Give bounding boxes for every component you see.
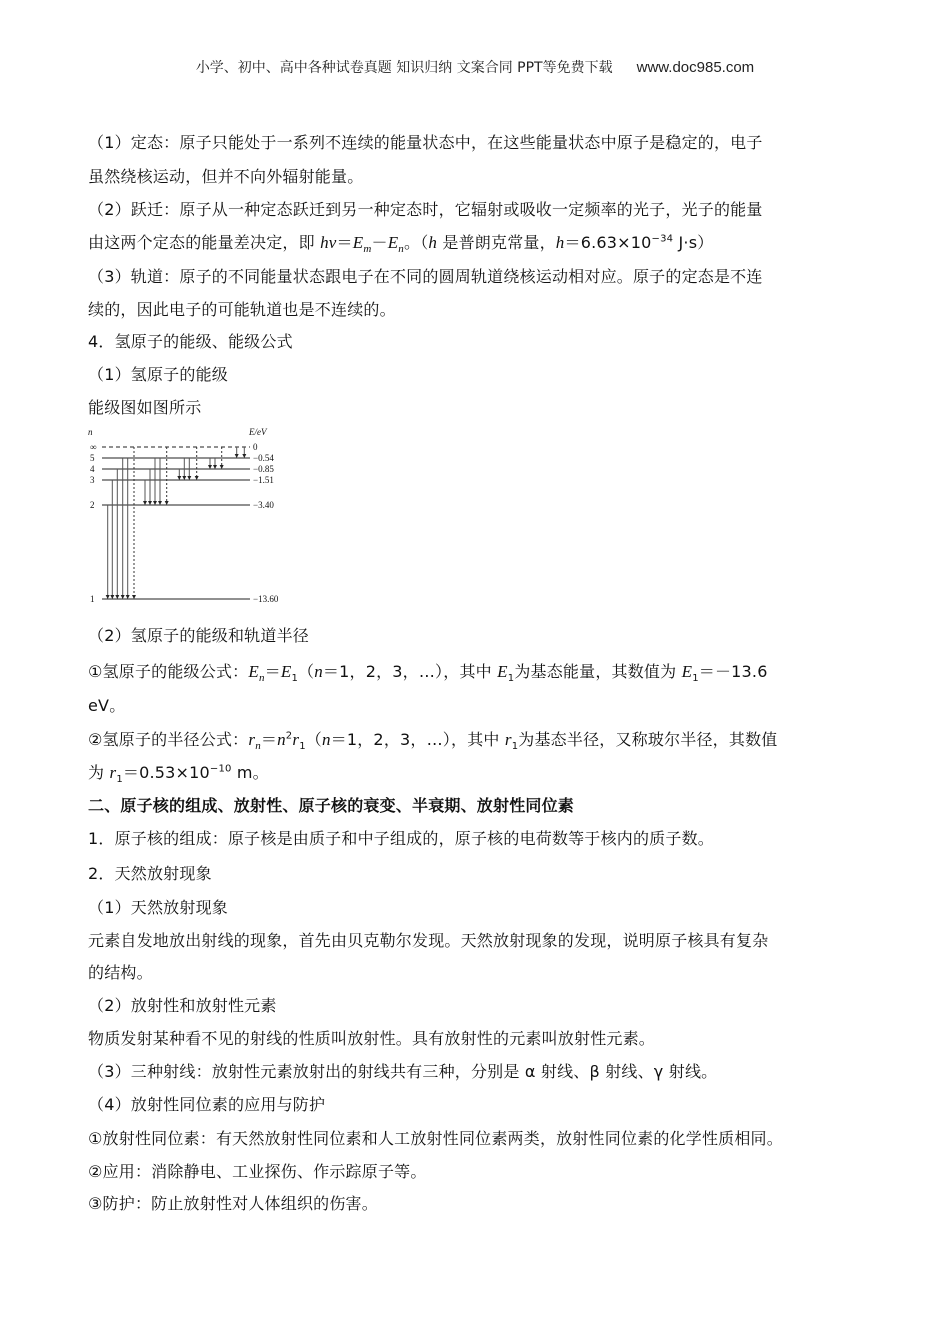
paragraph: 元素自发地放出射线的现象，首先由贝克勒尔发现。天然放射现象的发现，说明原子核具有复杂 (88, 931, 769, 950)
text: 由这两个定态的能量差决定，即 (88, 233, 321, 252)
arrow-head-icon (242, 454, 246, 458)
level-n-label: 5 (90, 453, 95, 463)
level-energy-label: −3.40 (253, 500, 274, 510)
paragraph: 物质发射某种看不见的射线的性质叫放射性。具有放射性的元素叫放射性元素。 (88, 1029, 656, 1048)
text: 。（ (404, 233, 429, 252)
header-url[interactable]: www.doc985.com (636, 59, 755, 76)
text: 1 (299, 741, 306, 753)
level-energy-label: −13.60 (253, 594, 279, 604)
e-axis-label: E/eV (249, 427, 267, 437)
text: r (248, 730, 256, 749)
paragraph-formula (88, 730, 868, 753)
text: 是普朗克常量， (437, 233, 556, 252)
paragraph-formula (88, 763, 868, 786)
paragraph: （2）氢原子的能级和轨道半径 (88, 626, 309, 645)
text: － (371, 233, 388, 252)
arrow-head-icon (132, 595, 136, 599)
text: （ (298, 662, 315, 681)
arrow-head-icon (220, 465, 224, 469)
text: 2 (285, 730, 293, 742)
arrow-head-icon (195, 476, 199, 480)
section-heading: 二、原子核的组成、放射性、原子核的衰变、半衰期、放射性同位素 (88, 796, 575, 815)
arrow-head-icon (148, 501, 152, 505)
level-n-label: ∞ (90, 442, 97, 452)
text: r (109, 763, 117, 782)
paragraph: 1．原子核的组成：原子核是由质子和中子组成的，原子核的电荷数等于核内的质子数。 (88, 829, 714, 848)
paragraph: 续的，因此电子的可能轨道也是不连续的。 (88, 300, 396, 319)
level-energy-label: −1.51 (253, 475, 274, 485)
text: −10 (209, 763, 232, 775)
paragraph: （1）天然放射现象 (88, 898, 228, 917)
level-n-label: 2 (90, 500, 95, 510)
paragraph: eV。 (88, 696, 126, 715)
text: ＝1，2，3，…），其中 (330, 730, 505, 749)
text: h (428, 233, 438, 252)
text: h (555, 233, 565, 252)
paragraph-formula (88, 233, 868, 256)
level-n-label: 1 (90, 594, 95, 604)
arrow-head-icon (153, 501, 157, 505)
arrow-head-icon (115, 595, 119, 599)
paragraph: 的结构。 (88, 963, 153, 982)
arrow-head-icon (165, 501, 169, 505)
text: E (280, 662, 292, 681)
text: n (321, 730, 331, 749)
text: 为基态半径，又称玻尔半径，其数值 (518, 730, 778, 749)
text: n (255, 740, 261, 753)
text: 1 (692, 673, 699, 685)
paragraph: ②应用：消除静电、工业探伤、作示踪原子等。 (88, 1162, 427, 1181)
text: m (363, 243, 372, 256)
arrow-head-icon (126, 595, 130, 599)
text: ＝0.53×10 (122, 763, 210, 782)
text: E (681, 662, 693, 681)
text: −34 (651, 233, 674, 245)
text: n (314, 662, 323, 681)
header-text: 小学、初中、高中各种试卷真题 知识归纳 文案合同 PPT等免费下载 (195, 60, 613, 76)
text: n (277, 730, 286, 749)
text: 1 (511, 741, 519, 753)
arrow-head-icon (158, 501, 162, 505)
level-energy-label: −0.85 (253, 464, 274, 474)
paragraph: （4）放射性同位素的应用与防护 (88, 1095, 326, 1114)
text: n (398, 243, 404, 256)
arrow-head-icon (187, 476, 191, 480)
paragraph: ①放射性同位素：有天然放射性同位素和人工放射性同位素两类，放射性同位素的化学性质相同。 (88, 1129, 783, 1148)
text: ＝ (336, 233, 353, 252)
text: ＝6.63×10 (564, 233, 652, 252)
arrow-head-icon (182, 476, 186, 480)
text: r (504, 730, 512, 749)
text: ＝ (260, 730, 278, 749)
text: ②氢原子的半径公式： (88, 730, 249, 749)
level-energy-label: 0 (253, 442, 258, 452)
text: ＝－13.6 (698, 662, 768, 681)
text: 1 (116, 774, 123, 786)
text: ①氢原子的能级公式： (88, 662, 249, 681)
paragraph: （2）跃迁：原子从一种定态跃迁到另一种定态时，它辐射或吸收一定频率的光子，光子的能量 (88, 200, 763, 219)
heading: 4．氢原子的能级、能级公式 (88, 332, 293, 351)
text: 为 (88, 763, 110, 782)
arrow-head-icon (143, 501, 147, 505)
text: 为基态能量，其数值为 (514, 662, 682, 681)
text: hν (320, 233, 337, 252)
level-energy-label: −0.54 (253, 453, 274, 463)
text: r (292, 730, 300, 749)
paragraph: ③防护：防止放射性对人体组织的伤害。 (88, 1194, 378, 1213)
arrow-head-icon (235, 454, 239, 458)
text: E (497, 662, 508, 681)
level-n-label: 3 (90, 475, 95, 485)
arrow-head-icon (208, 465, 212, 469)
text: 1 (291, 673, 299, 685)
arrow-head-icon (177, 476, 181, 480)
arrow-head-icon (110, 595, 114, 599)
paragraph: 虽然绕核运动，但并不向外辐射能量。 (88, 167, 364, 186)
energy-level-diagram (85, 425, 295, 615)
paragraph: （2）放射性和放射性元素 (88, 996, 277, 1015)
arrow-head-icon (106, 595, 110, 599)
paragraph: （1）定态：原子只能处于一系列不连续的能量状态中，在这些能量状态中原子是稳定的，电子 (88, 133, 763, 152)
arrow-head-icon (121, 595, 125, 599)
paragraph: 能级图如图所示 (88, 398, 202, 417)
text: E (387, 233, 399, 252)
n-axis-label: n (88, 427, 93, 437)
text: J·s） (673, 233, 714, 252)
text: E (248, 662, 259, 681)
text: E (352, 233, 364, 252)
text: （ (305, 730, 322, 749)
paragraph: （1）氢原子的能级 (88, 365, 228, 384)
text: ＝ (264, 662, 281, 681)
text: ＝1，2，3，…），其中 (322, 662, 498, 681)
paragraph: （3）轨道：原子的不同能量状态跟电子在不同的圆周轨道绕核运动相对应。原子的定态是不连 (88, 267, 763, 286)
heading: 2．天然放射现象 (88, 864, 212, 883)
paragraph: （3）三种射线：放射性元素放射出的射线共有三种，分别是 α 射线、β 射线、γ 射线。 (88, 1062, 718, 1081)
text: n (258, 672, 265, 685)
paragraph-formula (88, 662, 868, 685)
text: 1 (507, 673, 515, 685)
arrow-head-icon (213, 465, 217, 469)
level-n-label: 4 (90, 464, 95, 474)
text: m。 (231, 763, 269, 782)
page-header (0, 57, 950, 77)
